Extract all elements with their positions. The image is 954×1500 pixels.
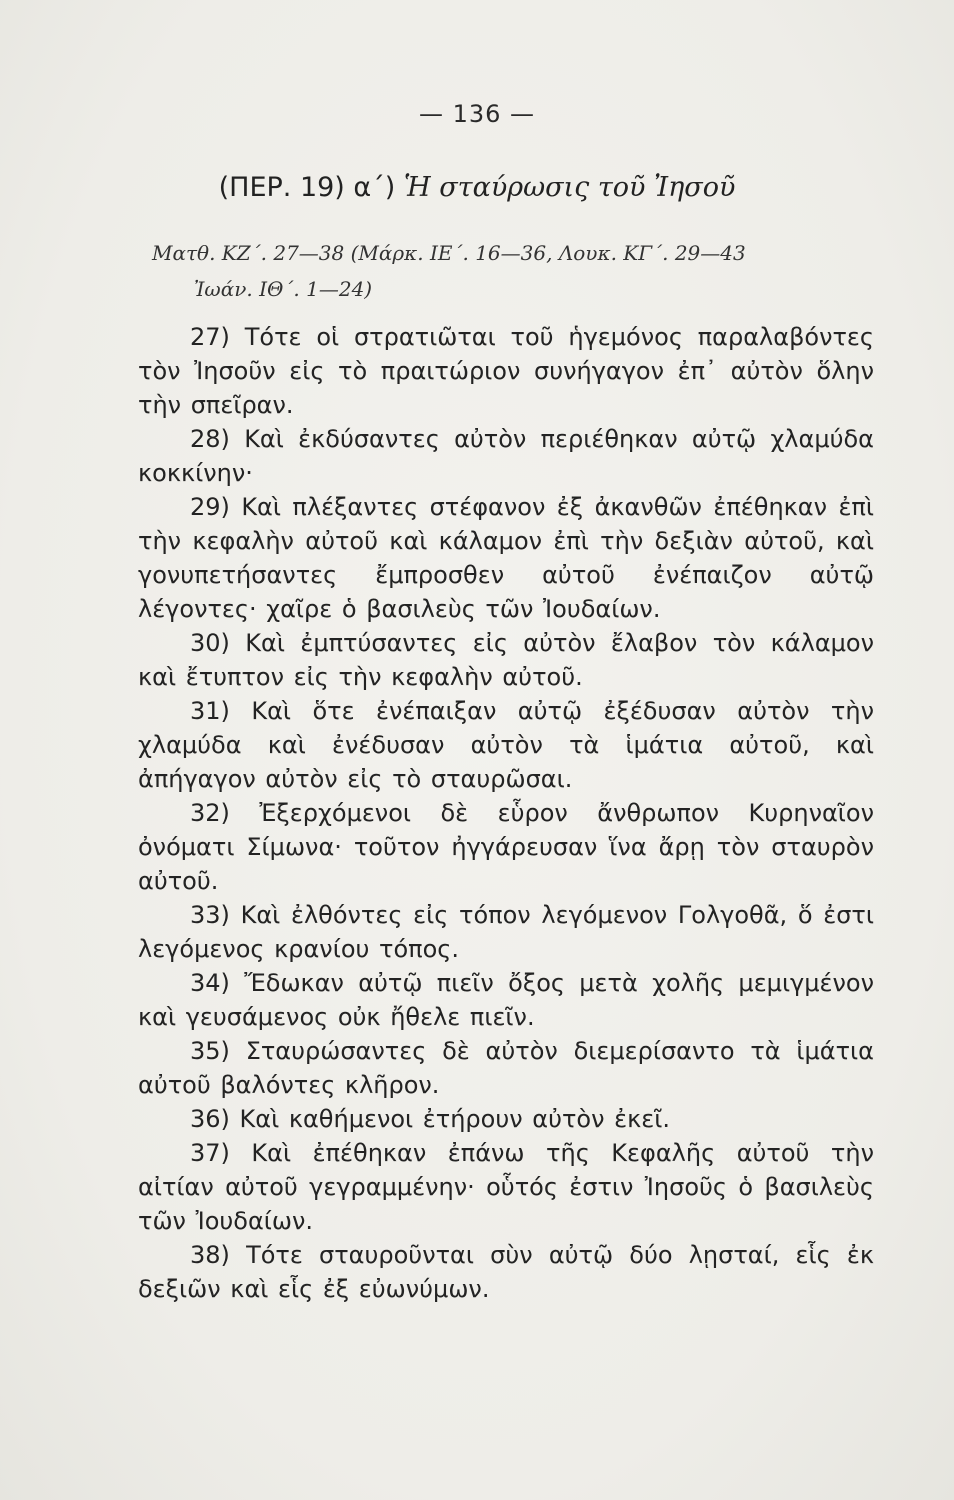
verse-28: 28) Καὶ ἐκδύσαντες αὐτὸν περιέθηκαν αὐτῷ χλαμύδα κοκκίνην· bbox=[138, 425, 874, 487]
verse-34: 34) Ἔδωκαν αὐτῷ πιεῖν ὄξος μετὰ χολῆς μεμιγμένον καὶ γευσάμενος οὐκ ἤθελε πιεῖν. bbox=[138, 969, 874, 1031]
section-title bbox=[0, 172, 954, 203]
verse-33: 33) Καὶ ἐλθόντες εἰς τόπον λεγόμενον Γολγοθᾶ, ὅ ἐστι λεγόμενος κρανίου τόπος. bbox=[138, 901, 874, 963]
verse-38: 38) Τότε σταυροῦνται σὺν αὐτῷ δύο λῃσταί, εἷς ἐκ δεξιῶν καὶ εἷς ἐξ εὐωνύμων. bbox=[138, 1241, 874, 1303]
references-line-2: Ἰωάν. ΙΘ΄. 1—24) bbox=[194, 277, 373, 301]
verse-text bbox=[138, 320, 874, 1306]
verse-37: 37) Καὶ ἐπέθηκαν ἐπάνω τῆς Κεφαλῆς αὐτοῦ τὴν αἰτίαν αὐτοῦ γεγραμμένην· οὗτός ἐστιν Ἰησοῦς ὁ βασιλεὺς τῶν Ἰουδαίων. bbox=[138, 1139, 874, 1235]
verse-32: 32) Ἐξερχόμενοι δὲ εὗρον ἄνθρωπον Κυρηναῖον ὀνόματι Σίμωνα· τοῦτον ἠγγάρευσαν ἵνα ἄρῃ τὸν σταυρὸν αὐτοῦ. bbox=[138, 799, 874, 895]
verse-27: 27) Τότε οἱ στρατιῶται τοῦ ἡγεμόνος παραλαβόντες τὸν Ἰησοῦν εἰς τὸ πραιτώριον συνήγαγον ἐπ᾽ αὐτὸν ὅλην τὴν σπεῖραν. bbox=[138, 323, 874, 419]
page-number: — 136 — bbox=[418, 100, 536, 128]
verse-35: 35) Σταυρώσαντες δὲ αὐτὸν διεμερίσαντο τὰ ἱμάτια αὐτοῦ βαλόντες κλῆρον. bbox=[138, 1037, 874, 1099]
verse-36: 36) Καὶ καθήμενοι ἐτήρουν αὐτὸν ἐκεῖ. bbox=[190, 1105, 670, 1133]
section-title-number: (ΠΕΡ. 19) α΄) bbox=[218, 172, 404, 203]
verse-29: 29) Καὶ πλέξαντες στέφανον ἐξ ἀκανθῶν ἐπέθηκαν ἐπὶ τὴν κεφαλὴν αὐτοῦ καὶ κάλαμον ἐπὶ τὴν δεξιὰν αὐτοῦ, καὶ γονυπετήσαντες ἔμπροσθεν αὐτοῦ ἐνέπαιζον αὐτῷ λέγοντες· χαῖρε ὁ βασιλεὺς τῶν Ἰουδαίων. bbox=[138, 493, 874, 623]
verse-30: 30) Καὶ ἐμπτύσαντες εἰς αὐτὸν ἔλαβον τὸν κάλαμον καὶ ἔτυπτον εἰς τὴν κεφαλὴν αὐτοῦ. bbox=[138, 629, 874, 691]
section-title-heading: Ἡ σταύρωσις τοῦ Ἰησοῦ bbox=[403, 172, 736, 203]
verse-31: 31) Καὶ ὅτε ἐνέπαιξαν αὐτῷ ἐξέδυσαν αὐτὸν τὴν χλαμύδα καὶ ἐνέδυσαν αὐτὸν τὰ ἱμάτια αὐτοῦ, καὶ ἀπήγαγον αὐτὸν εἰς τὸ σταυρῶσαι. bbox=[138, 697, 874, 793]
references-line-1: Ματθ. ΚΖ΄. 27—38 (Μάρκ. ΙΕ΄. 16—36, Λουκ. ΚΓ΄. 29—43 bbox=[152, 241, 746, 265]
scripture-references bbox=[152, 235, 882, 307]
